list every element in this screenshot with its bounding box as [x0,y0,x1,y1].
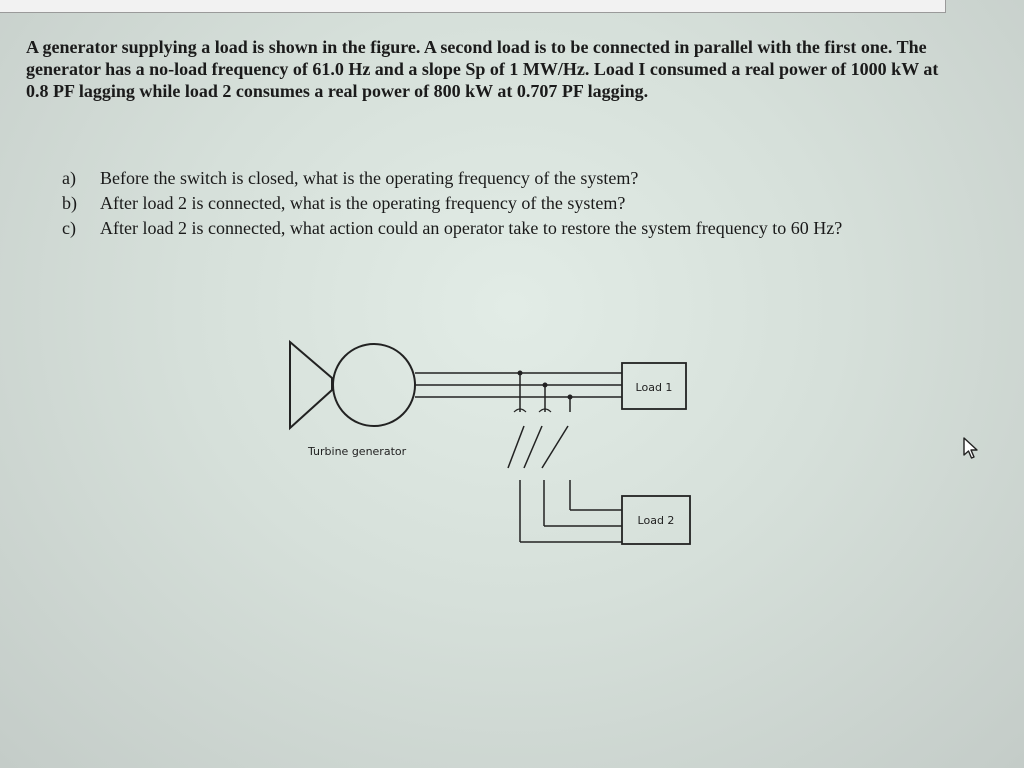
question-text: After load 2 is connected, what action could an operator take to restore the system frequency to 60 Hz? [100,218,843,238]
question-letter: b) [62,193,77,213]
question-letter: c) [62,218,76,238]
switch-blade [524,426,542,468]
screen-top-bar [0,0,946,13]
circuit-diagram [280,330,710,560]
question-c [62,216,932,241]
question-list [62,166,932,241]
question-b [62,191,932,216]
question-text: Before the switch is closed, what is the operating frequency of the system? [100,168,639,188]
generator-label: Turbine generator [308,445,407,458]
switch-blade [542,426,568,468]
load1-label: Load 1 [635,381,673,394]
turbine-shape [290,342,332,428]
load2-label: Load 2 [637,514,675,527]
question-letter: a) [62,168,76,188]
switch-blade [508,426,524,468]
question-text: After load 2 is connected, what is the operating frequency of the system? [100,193,626,213]
question-a [62,166,932,191]
generator-circle [333,344,415,426]
mouse-pointer-icon [962,436,980,460]
problem-statement: A generator supplying a load is shown in the figure. A second load is to be connected in parallel with the first one. The generator has a no-load frequency of 61.0 Hz and a slope Sp of 1 MW/Hz. Load I consumed a real power of 1000 kW at 0.8 PF lagging while load 2 consumes a real power of 800 kW at 0.707 PF lagging. [26,37,939,101]
